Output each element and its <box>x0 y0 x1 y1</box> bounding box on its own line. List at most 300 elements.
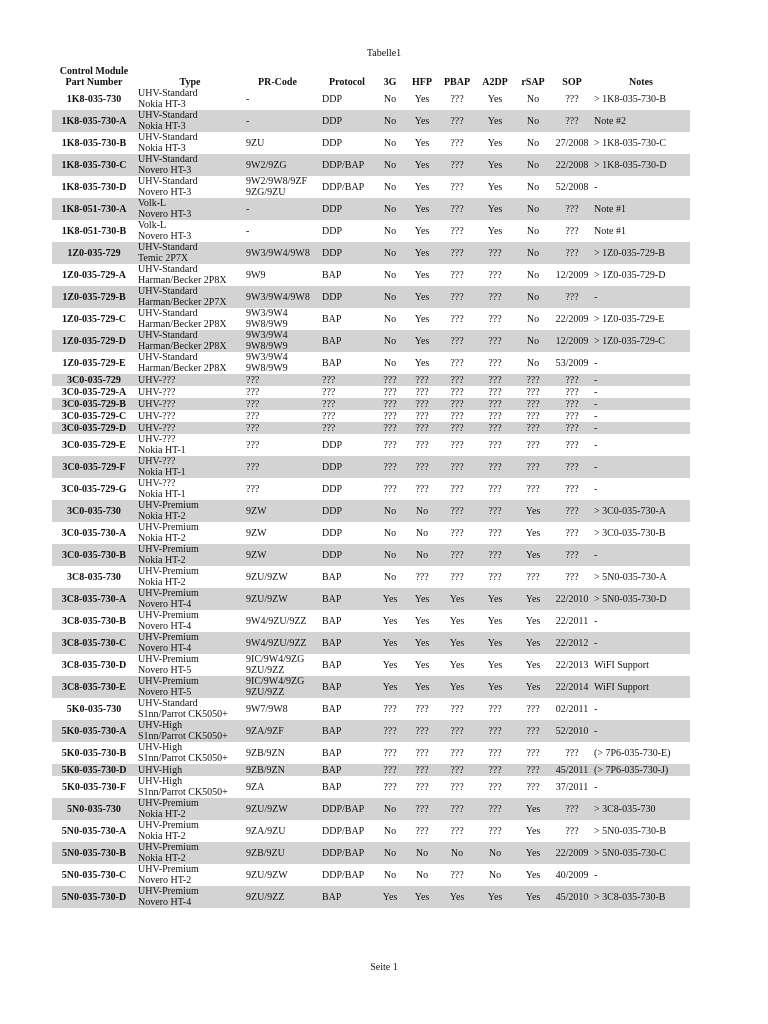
cell-a2dp: ??? <box>488 269 502 281</box>
header-part-number: Control Module Part Number <box>59 66 129 88</box>
cell-a2dp: Yes <box>487 137 503 149</box>
cell-3g: Yes <box>374 676 406 698</box>
cell-protocol: BAP <box>322 703 342 715</box>
table-row <box>52 654 690 676</box>
cell-sop: ??? <box>565 825 579 837</box>
cell-rsap: Yes <box>525 527 541 539</box>
cell-protocol: BAP <box>320 886 374 908</box>
cell-protocol: BAP <box>320 330 374 352</box>
cell-pbap: ??? <box>438 798 476 820</box>
cell-protocol: BAP <box>322 313 342 325</box>
cell-pbap: ??? <box>438 110 476 132</box>
cell-type: UHV-Premium Nokia HT-2 <box>138 522 199 544</box>
cell-pbap: ??? <box>438 764 476 776</box>
cell-a2dp: Yes <box>487 93 503 105</box>
cell-notes: > 1Z0-035-729-E <box>594 313 665 325</box>
cell-rsap: ??? <box>514 720 552 742</box>
cell-pbap: ??? <box>450 483 464 495</box>
cell-3g: ??? <box>374 764 406 776</box>
cell-notes: WiFI Support <box>594 659 649 671</box>
cell-type: UHV-Premium Novero HT-2 <box>138 864 199 886</box>
table-row <box>52 820 690 842</box>
cell-notes: > 1K8-035-730-D <box>592 154 690 176</box>
cell-pr-code: ??? <box>246 386 260 398</box>
cell-type: UHV-??? <box>136 422 244 434</box>
cell-3g: ??? <box>374 456 406 478</box>
cell-3g: No <box>374 154 406 176</box>
cell-protocol: DDP <box>322 225 343 237</box>
cell-3g: ??? <box>374 422 406 434</box>
table-row <box>52 456 690 478</box>
cell-rsap: Yes <box>525 615 541 627</box>
header-sop: SOP <box>562 77 582 88</box>
table-row <box>52 176 690 198</box>
cell-pbap: ??? <box>450 439 464 451</box>
cell-hfp: ??? <box>415 825 429 837</box>
cell-a2dp: Yes <box>476 632 514 654</box>
cell-rsap: ??? <box>514 374 552 386</box>
cell-3g: Yes <box>374 632 406 654</box>
cell-3g: No <box>374 198 406 220</box>
cell-3g: No <box>383 93 397 105</box>
cell-rsap: Yes <box>525 659 541 671</box>
cell-sop: ??? <box>552 422 592 434</box>
cell-3g: No <box>383 869 397 881</box>
cell-a2dp: ??? <box>488 781 502 793</box>
cell-pbap: ??? <box>438 422 476 434</box>
header-3g: 3G <box>383 77 397 88</box>
cell-hfp: Yes <box>414 181 430 193</box>
cell-pbap: ??? <box>438 330 476 352</box>
cell-pr-code: 9ZU/9ZW <box>244 588 320 610</box>
cell-3g: No <box>374 286 406 308</box>
cell-pbap: ??? <box>438 286 476 308</box>
cell-type: UHV-Standard Nokia HT-3 <box>138 132 198 154</box>
cell-a2dp: No <box>488 869 502 881</box>
cell-rsap: ??? <box>526 703 540 715</box>
cell-type: UHV-Premium Novero HT-4 <box>136 588 244 610</box>
cell-hfp: Yes <box>406 154 438 176</box>
cell-a2dp: No <box>476 842 514 864</box>
cell-hfp: Yes <box>414 225 430 237</box>
cell-sop: ??? <box>565 439 579 451</box>
cell-pbap: Yes <box>438 886 476 908</box>
cell-3g: No <box>374 798 406 820</box>
cell-a2dp: ??? <box>476 456 514 478</box>
cell-rsap: Yes <box>525 825 541 837</box>
cell-rsap: Yes <box>514 798 552 820</box>
cell-pr-code: 9ZW <box>244 544 320 566</box>
table-row <box>52 798 690 820</box>
cell-type: UHV-Standard Nokia HT-3 <box>136 110 244 132</box>
cell-pbap: ??? <box>450 181 464 193</box>
cell-part-number: 3C0-035-729-C <box>61 410 127 422</box>
cell-hfp: No <box>415 869 429 881</box>
cell-pr-code: ??? <box>244 374 320 386</box>
page-footer: Seite 1 <box>370 962 398 973</box>
cell-protocol: DDP <box>322 527 343 539</box>
cell-hfp: Yes <box>406 330 438 352</box>
cell-part-number: 3C0-035-730-B <box>52 544 136 566</box>
cell-a2dp: Yes <box>476 886 514 908</box>
cell-type: UHV-Standard Nokia HT-3 <box>138 88 198 110</box>
cell-sop: ??? <box>552 110 592 132</box>
cell-rsap: ??? <box>526 571 540 583</box>
cell-part-number: 5K0-035-730-F <box>62 781 126 793</box>
cell-rsap: Yes <box>525 869 541 881</box>
cell-rsap: ??? <box>514 456 552 478</box>
cell-pbap: Yes <box>449 615 465 627</box>
cell-pbap: ??? <box>438 544 476 566</box>
cell-a2dp: Yes <box>476 154 514 176</box>
cell-sop: ??? <box>552 374 592 386</box>
cell-pbap: ??? <box>438 198 476 220</box>
cell-rsap: Yes <box>514 500 552 522</box>
cell-sop: ??? <box>552 198 592 220</box>
cell-pr-code: 9ZU/9ZW <box>246 571 288 583</box>
cell-hfp: ??? <box>406 764 438 776</box>
cell-protocol: BAP <box>322 615 342 627</box>
table-row <box>52 330 690 352</box>
table-row <box>52 742 690 764</box>
cell-hfp: Yes <box>414 615 430 627</box>
cell-sop: ??? <box>565 747 579 759</box>
cell-rsap: ??? <box>526 747 540 759</box>
cell-notes: - <box>592 632 690 654</box>
cell-pbap: ??? <box>450 781 464 793</box>
cell-notes: Note #2 <box>592 110 690 132</box>
cell-notes: - <box>592 720 690 742</box>
cell-pbap: ??? <box>438 500 476 522</box>
cell-part-number: 5K0-035-730-A <box>52 720 136 742</box>
cell-hfp: Yes <box>406 242 438 264</box>
cell-part-number: 3C0-035-729-E <box>62 439 126 451</box>
cell-notes: - <box>594 386 598 398</box>
cell-pbap: ??? <box>450 527 464 539</box>
table-row <box>52 842 690 864</box>
table-row <box>52 478 690 500</box>
cell-sop: 22/2013 <box>555 659 589 671</box>
cell-3g: No <box>383 357 397 369</box>
cell-a2dp: Yes <box>476 676 514 698</box>
cell-3g: No <box>374 544 406 566</box>
cell-notes: > 3C8-035-730 <box>592 798 690 820</box>
cell-sop: ??? <box>552 456 592 478</box>
cell-pr-code: 9W7/9W8 <box>246 703 288 715</box>
table-row <box>52 386 690 398</box>
cell-hfp: Yes <box>414 269 430 281</box>
cell-part-number: 3C8-035-730-E <box>52 676 136 698</box>
cell-type: UHV-??? <box>138 386 176 398</box>
cell-part-number: 1Z0-035-729-B <box>52 286 136 308</box>
cell-rsap: No <box>514 330 552 352</box>
cell-a2dp: ??? <box>488 527 502 539</box>
cell-rsap: No <box>526 137 540 149</box>
cell-hfp: ??? <box>406 720 438 742</box>
header-a2dp: A2DP <box>482 77 508 88</box>
cell-a2dp: ??? <box>476 398 514 410</box>
cell-notes: > 5N0-035-730-A <box>594 571 667 583</box>
cell-rsap: ??? <box>526 483 540 495</box>
table-row <box>52 88 690 110</box>
cell-type: UHV-Standard Harman/Becker 2P8X <box>136 330 244 352</box>
cell-a2dp: ??? <box>476 330 514 352</box>
cell-a2dp: ??? <box>488 410 502 422</box>
cell-a2dp: ??? <box>488 313 502 325</box>
page-title: Tabelle1 <box>366 48 402 59</box>
cell-type: UHV-Standard Novero HT-3 <box>136 154 244 176</box>
cell-notes: > 3C8-035-730-B <box>592 886 690 908</box>
cell-protocol: BAP <box>322 269 342 281</box>
cell-rsap: Yes <box>514 632 552 654</box>
table-row <box>52 522 690 544</box>
cell-protocol: DDP/BAP <box>322 181 365 193</box>
cell-protocol: DDP <box>320 242 374 264</box>
cell-a2dp: Yes <box>487 225 503 237</box>
cell-part-number: 3C0-035-729 <box>52 374 136 386</box>
cell-pbap: ??? <box>450 313 464 325</box>
cell-pr-code: 9W3/9W4 9W8/9W9 <box>246 308 288 330</box>
cell-protocol: ??? <box>322 386 336 398</box>
table-row <box>52 410 690 422</box>
cell-type: UHV-??? Nokia HT-1 <box>138 434 186 456</box>
cell-type: UHV-High S1nn/Parrot CK5050+ <box>138 776 228 798</box>
cell-type: UHV-Premium Nokia HT-2 <box>136 798 244 820</box>
cell-part-number: 3C0-035-729-B <box>52 398 136 410</box>
cell-protocol: DDP/BAP <box>322 869 365 881</box>
cell-a2dp: ??? <box>488 386 502 398</box>
control-module-table <box>52 66 690 908</box>
cell-pbap: ??? <box>438 154 476 176</box>
cell-pbap: ??? <box>450 869 464 881</box>
table-row <box>52 566 690 588</box>
cell-hfp: ??? <box>415 781 429 793</box>
cell-protocol: BAP <box>320 720 374 742</box>
cell-part-number: 1K8-035-730-D <box>61 181 127 193</box>
cell-3g: No <box>374 500 406 522</box>
cell-notes: > 1Z0-035-729-C <box>592 330 690 352</box>
table-row <box>52 220 690 242</box>
cell-pr-code: 9ZB/9ZU <box>244 842 320 864</box>
cell-pbap: No <box>438 842 476 864</box>
cell-a2dp: ??? <box>488 825 502 837</box>
cell-hfp: ??? <box>415 410 429 422</box>
cell-sop: ??? <box>552 242 592 264</box>
table-row <box>52 610 690 632</box>
cell-hfp: ??? <box>406 798 438 820</box>
cell-part-number: 1Z0-035-729-A <box>62 269 126 281</box>
cell-3g: ??? <box>383 483 397 495</box>
cell-hfp: Yes <box>414 93 430 105</box>
cell-pr-code: - <box>246 93 250 105</box>
cell-part-number: 3C8-035-730 <box>67 571 121 583</box>
cell-protocol: BAP <box>322 781 342 793</box>
header-protocol: Protocol <box>329 77 365 88</box>
cell-hfp: ??? <box>415 439 429 451</box>
cell-rsap: ??? <box>514 422 552 434</box>
cell-notes: > 1Z0-035-729-B <box>592 242 690 264</box>
header-row <box>52 66 690 88</box>
cell-protocol: ??? <box>322 410 336 422</box>
cell-a2dp: ??? <box>488 483 502 495</box>
table-row <box>52 864 690 886</box>
cell-hfp: Yes <box>406 286 438 308</box>
cell-protocol: DDP <box>322 439 343 451</box>
cell-hfp: ??? <box>406 374 438 386</box>
cell-hfp: Yes <box>406 886 438 908</box>
cell-hfp: ??? <box>406 422 438 434</box>
cell-pr-code: 9W3/9W4 9W8/9W9 <box>246 352 288 374</box>
cell-pr-code: 9ZA/9ZF <box>244 720 320 742</box>
cell-pr-code: 9ZU/9ZZ <box>244 886 320 908</box>
cell-pbap: Yes <box>449 659 465 671</box>
cell-sop: ??? <box>565 483 579 495</box>
cell-sop: ??? <box>565 410 579 422</box>
cell-3g: No <box>374 242 406 264</box>
cell-sop: 22/2009 <box>555 313 589 325</box>
cell-3g: ??? <box>383 703 397 715</box>
cell-part-number: 3C8-035-730-D <box>61 659 127 671</box>
header-pbap: PBAP <box>443 77 471 88</box>
cell-type: UHV-??? <box>136 374 244 386</box>
cell-rsap: Yes <box>514 886 552 908</box>
cell-part-number: 3C8-035-730-A <box>52 588 136 610</box>
cell-3g: No <box>383 527 397 539</box>
cell-pr-code: - <box>244 110 320 132</box>
cell-a2dp: Yes <box>487 181 503 193</box>
cell-sop: ??? <box>565 571 579 583</box>
cell-notes: > 1K8-035-730-C <box>594 137 667 149</box>
table-row <box>52 434 690 456</box>
table-row <box>52 720 690 742</box>
cell-part-number: 5K0-035-730-D <box>52 764 136 776</box>
cell-pr-code: 9ZU/9ZW <box>246 869 288 881</box>
cell-pbap: ??? <box>450 410 464 422</box>
cell-part-number: 1K8-035-730-B <box>61 137 127 149</box>
cell-pr-code: 9ZA <box>246 781 265 793</box>
cell-protocol: DDP <box>320 544 374 566</box>
cell-type: UHV-Premium Novero HT-5 <box>136 676 244 698</box>
cell-a2dp: ??? <box>476 720 514 742</box>
table-row <box>52 374 690 386</box>
cell-pr-code: 9IC/9W4/9ZG 9ZU/9ZZ <box>246 654 305 676</box>
cell-hfp: Yes <box>406 110 438 132</box>
table-row <box>52 886 690 908</box>
table-row <box>52 286 690 308</box>
cell-rsap: No <box>526 357 540 369</box>
cell-notes: Note #1 <box>592 198 690 220</box>
cell-pr-code: 9ZU/9ZW <box>244 798 320 820</box>
cell-sop: 27/2008 <box>555 137 589 149</box>
cell-type: UHV-High S1nn/Parrot CK5050+ <box>138 742 228 764</box>
cell-a2dp: ??? <box>488 439 502 451</box>
cell-3g: Yes <box>374 588 406 610</box>
cell-3g: No <box>383 225 397 237</box>
cell-protocol: BAP <box>322 747 342 759</box>
cell-pr-code: ??? <box>244 398 320 410</box>
cell-rsap: ??? <box>526 439 540 451</box>
cell-type: UHV-??? Nokia HT-1 <box>138 478 186 500</box>
cell-pr-code: - <box>244 198 320 220</box>
cell-notes: - <box>592 398 690 410</box>
header-rsap: rSAP <box>521 77 545 88</box>
cell-notes: > 5N0-035-730-B <box>594 825 667 837</box>
cell-notes: - <box>592 456 690 478</box>
cell-protocol: DDP <box>320 198 374 220</box>
cell-rsap: ??? <box>526 781 540 793</box>
cell-hfp: ??? <box>415 483 429 495</box>
cell-pr-code: 9W4/9ZU/9ZZ <box>246 615 307 627</box>
cell-pbap: ??? <box>450 747 464 759</box>
cell-3g: Yes <box>382 615 398 627</box>
cell-protocol: DDP <box>320 286 374 308</box>
table-row <box>52 242 690 264</box>
cell-hfp: No <box>406 500 438 522</box>
cell-type: UHV-Standard Harman/Becker 2P7X <box>136 286 244 308</box>
cell-hfp: Yes <box>414 357 430 369</box>
cell-rsap: No <box>526 269 540 281</box>
cell-pbap: ??? <box>450 825 464 837</box>
cell-hfp: ??? <box>415 386 429 398</box>
cell-part-number: 1Z0-035-729 <box>52 242 136 264</box>
cell-a2dp: ??? <box>476 242 514 264</box>
cell-pr-code: 9ZW <box>246 527 267 539</box>
cell-sop: 12/2009 <box>552 330 592 352</box>
cell-pbap: ??? <box>438 374 476 386</box>
cell-protocol: DDP/BAP <box>320 842 374 864</box>
cell-protocol: DDP/BAP <box>320 154 374 176</box>
cell-3g: No <box>383 269 397 281</box>
cell-notes: - <box>594 483 598 495</box>
cell-sop: 53/2009 <box>555 357 589 369</box>
cell-protocol: BAP <box>320 676 374 698</box>
cell-part-number: 1Z0-035-729-C <box>62 313 126 325</box>
cell-part-number: 3C0-035-730 <box>52 500 136 522</box>
table-row <box>52 588 690 610</box>
cell-a2dp: ??? <box>476 286 514 308</box>
cell-notes: > 1Z0-035-729-D <box>594 269 666 281</box>
cell-notes: - <box>594 357 598 369</box>
cell-sop: 12/2009 <box>555 269 589 281</box>
cell-hfp: Yes <box>406 632 438 654</box>
cell-pr-code: 9ZA/9ZU <box>246 825 286 837</box>
cell-hfp: No <box>415 527 429 539</box>
cell-part-number: 1Z0-035-729-D <box>52 330 136 352</box>
cell-type: UHV-Premium Novero HT-4 <box>138 610 199 632</box>
cell-pr-code: 9W3/9W4 9W8/9W9 <box>244 330 320 352</box>
cell-protocol: DDP <box>320 110 374 132</box>
cell-a2dp: Yes <box>476 110 514 132</box>
table-row <box>52 398 690 410</box>
cell-type: UHV-Standard S1nn/Parrot CK5050+ <box>138 698 228 720</box>
cell-sop: ??? <box>552 286 592 308</box>
cell-a2dp: ??? <box>476 422 514 434</box>
cell-3g: No <box>383 571 397 583</box>
cell-3g: ??? <box>383 386 397 398</box>
cell-protocol: DDP <box>322 93 343 105</box>
cell-3g: No <box>374 842 406 864</box>
cell-part-number: 3C8-035-730-C <box>52 632 136 654</box>
cell-notes: > 5N0-035-730-C <box>592 842 690 864</box>
cell-part-number: 1K8-035-730 <box>66 93 122 105</box>
cell-a2dp: ??? <box>488 357 502 369</box>
cell-protocol: ??? <box>320 422 374 434</box>
cell-a2dp: Yes <box>487 659 503 671</box>
cell-3g: ??? <box>374 374 406 386</box>
table-row <box>52 198 690 220</box>
cell-part-number: 1K8-051-730-B <box>61 225 127 237</box>
cell-pbap: ??? <box>438 398 476 410</box>
